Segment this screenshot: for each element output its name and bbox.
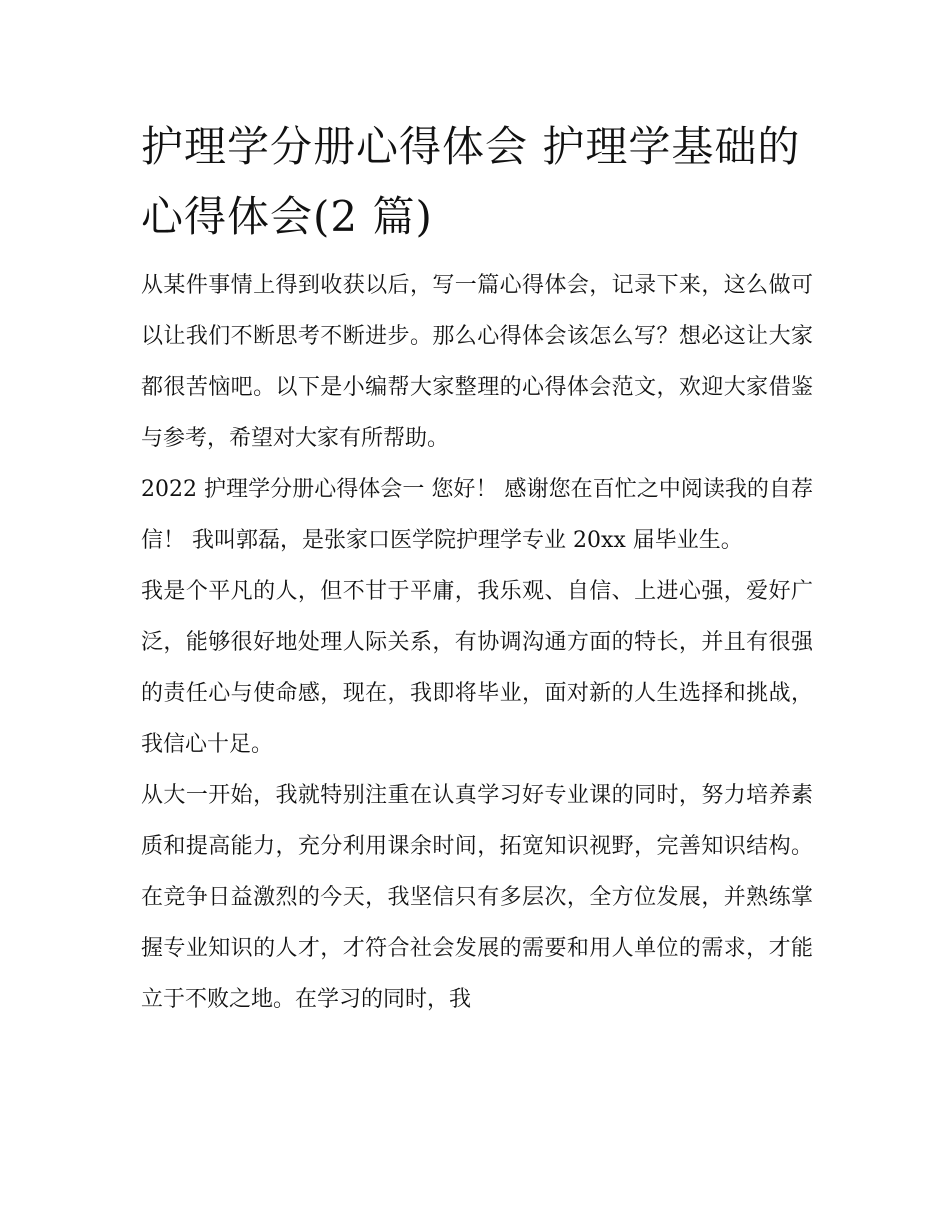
paragraph-study: 从大一开始，我就特别注重在认真学习好专业课的同时，努力培养素质和提高能力，充分利用课余时间，拓宽知识视野，完善知识结构。在竞争日益激烈的今天，我坚信只有多层次，全方位发展，并熟练掌握专业知识的人才，才符合社会发展的需要和用人单位的需求，才能立于不败之地。在学习的同时，我: [141, 783, 813, 1012]
paragraph-personality: 我是个平凡的人，但不甘于平庸，我乐观、自信、上进心强，爱好广泛，能够很好地处理人际关系，有协调沟通方面的特长，并且有很强的责任心与使命感，现在，我即将毕业，面对新的人生选择和挑战，我信心十足。: [141, 579, 813, 757]
document-body: [141, 112, 813, 1025]
paragraph-self-introduction: 2022 护理学分册心得体会一 您好！ 感谢您在百忙之中阅读我的自荐信！ 我叫郭磊，是张家口医学院护理学专业 20xx 届毕业生。: [141, 477, 813, 553]
paragraph-intro: 从某件事情上得到收获以后，写一篇心得体会，记录下来，这么做可以让我们不断思考不断进步。那么心得体会该怎么写？想必这让大家都很苦恼吧。以下是小编帮大家整理的心得体会范文，欢迎大家借鉴与参考，希望对大家有所帮助。: [141, 273, 813, 451]
document-title: 护理学分册心得体会 护理学基础的心得体会(2 篇): [141, 122, 801, 241]
